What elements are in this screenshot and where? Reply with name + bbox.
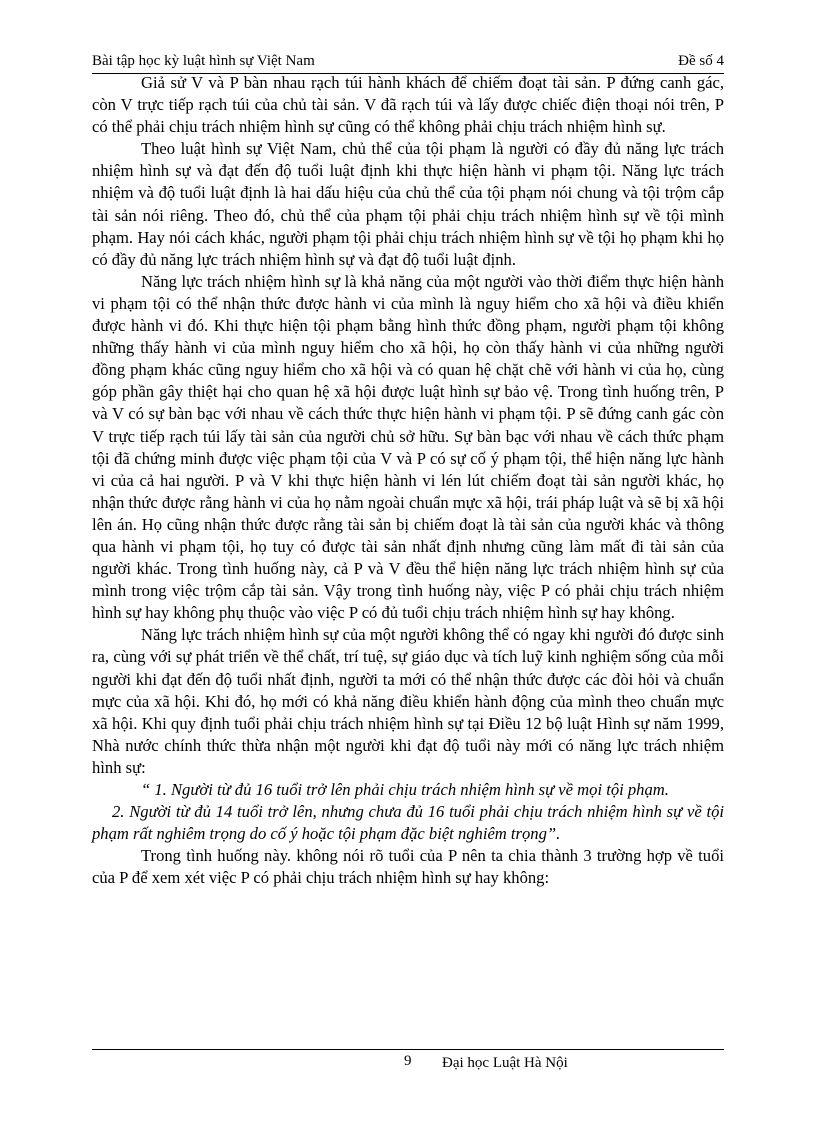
paragraph-scenario: Giả sử V và P bàn nhau rạch túi hành khách để chiếm đoạt tài sản. P đứng canh gác, còn V trực tiếp rạch túi của chủ tài sản. V đã rạch túi và lấy được chiếc điện thoại nói trên, P có thể phải chịu trách nhiệm hình sự cũng có thể không phải chịu trách nhiệm hình sự. xyxy=(92,73,724,137)
paragraph-criminal-capacity: Năng lực trách nhiệm hình sự là khả năng của một người vào thời điểm thực hiện hành vi phạm tội có thể nhận thức được hành vi của mình là nguy hiểm cho xã hội và điều khiển được hành vi đó. Khi thực hiện tội phạm bằng hình thức đồng phạm, người phạm tội không những thấy hành vi của mình nguy hiểm cho xã hội, họ còn thấy hành vi của những người đồng phạm khác cũng nguy hiểm cho xã hội và có quan hệ chặt chẽ với hành vi của họ, cùng góp phần gây thiệt hại cho quan hệ xã hội được luật hình sự bảo vệ. Trong tình huống trên, P và V có sự bàn bạc với nhau về cách thức thực hiện hành vi phạm tội. P sẽ đứng canh gác còn V trực tiếp rạch túi lấy tài sản của người chủ sở hữu. Sự bàn bạc với nhau về cách thức phạm tội đã chứng minh được việc phạm tội của V và P có sự cố ý phạm tội, thể hiện năng lực hành vi của cả hai người. P và V khi thực hiện hành vi lén lút chiếm đoạt tài sản người khác, họ nhận thức được rằng hành vi của họ nằm ngoài chuẩn mực xã hội, trái pháp luật và sẽ bị xã hội lên án. Họ cũng nhận thức được rằng tài sản bị chiếm đoạt là tài sản của người khác và thông qua hành vi phạm tội, họ tuy có được tài sản nhất định nhưng cũng làm mất đi tài sản của người khác. Trong tình huống này, cả P và V đều thể hiện năng lực trách nhiệm hình sự của mình trong việc trộm cắp tài sản. Vậy trong tình huống này, việc P có phải chịu trách nhiệm hình sự hay không phụ thuộc vào việc P có đủ tuổi chịu trách nhiệm hình sự hay không. xyxy=(92,271,724,623)
page-footer xyxy=(92,1049,724,1080)
header-exam-number: Đề số 4 xyxy=(678,53,724,69)
paragraph-three-cases: Trong tình huống này. không nói rõ tuổi của P nên ta chia thành 3 trường hợp về tuổi của P để xem xét việc P có phải chịu trách nhiệm hình sự hay không: xyxy=(92,846,724,888)
quote-article-12-clause-1: “ 1. Người từ đủ 16 tuổi trở lên phải chịu trách nhiệm hình sự về mọi tội phạm. xyxy=(141,780,669,799)
document-body xyxy=(92,72,724,889)
quote-article-12-clause-2: 2. Người từ đủ 14 tuổi trở lên, nhưng chưa đủ 16 tuổi phải chịu trách nhiệm hình sự về tội phạm rất nghiêm trọng do cố ý hoặc tội phạm đặc biệt nghiêm trọng”. xyxy=(92,802,724,844)
paragraph-subject-of-crime: Theo luật hình sự Việt Nam, chủ thể của tội phạm là người có đầy đủ năng lực trách nhiệm hình sự và đạt đến độ tuổi luật định khi thực hiện hành vi phạm tội. Năng lực trách nhiệm và độ tuổi luật định là hai dấu hiệu của chủ thể của tội phạm nói chung và tội trộm cắp tài sản nói riêng. Theo đó, chủ thể của phạm tội phải chịu trách nhiệm hình sự về tội mình phạm. Hay nói cách khác, người phạm tội phải chịu trách nhiệm hình sự về tội họ phạm khi họ có đầy đủ năng lực trách nhiệm hình sự và đạt độ tuổi luật định. xyxy=(92,139,724,269)
paragraph-age-of-responsibility: Năng lực trách nhiệm hình sự của một người không thể có ngay khi người đó được sinh ra, cùng với sự phát triển về thể chất, trí tuệ, sự giáo dục và tích luỹ kinh nghiệm sống của mỗi người khi đạt đến độ tuổi nhất định, người ta mới có thể nhận thức được các đòi hỏi và chuẩn mực của xã hội. Khi đó, họ mới có khả năng điều khiển hành động của mình theo chuẩn mực xã hội. Khi quy định tuổi phải chịu trách nhiệm hình sự tại Điều 12 bộ luật Hình sự năm 1999, Nhà nước chính thức thừa nhận một người khi đạt độ tuổi này mới có năng lực trách nhiệm hình sự: xyxy=(92,625,724,777)
page-header xyxy=(92,51,724,74)
page-number: 9 xyxy=(404,1053,412,1069)
footer-organization: Đại học Luật Hà Nội xyxy=(442,1055,568,1071)
header-title: Bài tập học kỳ luật hình sự Việt Nam xyxy=(92,53,315,69)
